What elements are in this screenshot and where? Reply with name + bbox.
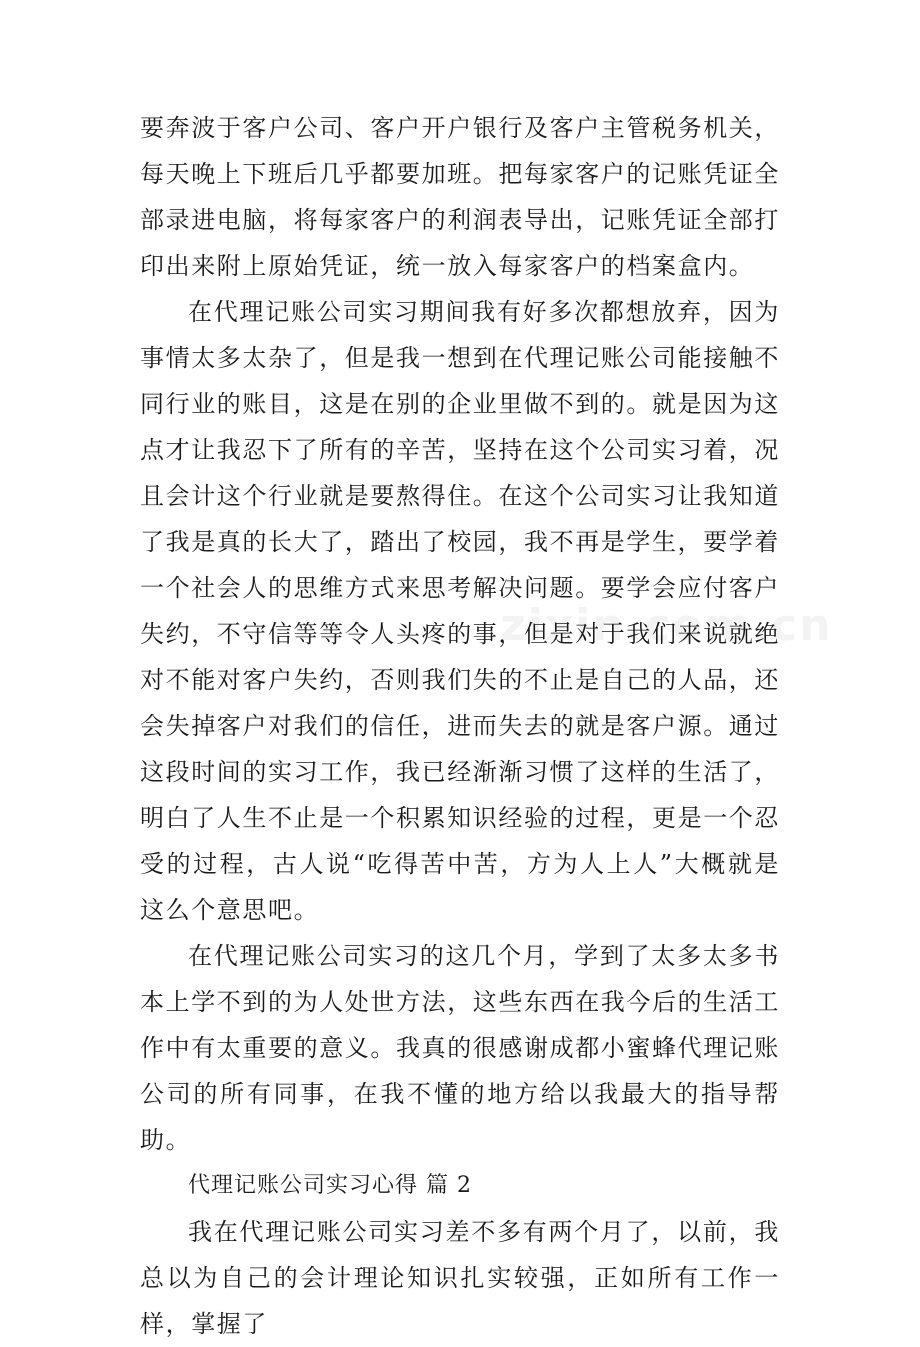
paragraph-gratitude: 在代理记账公司实习的这几个月，学到了太多太多书本上学不到的为人处世方法，这些东西在我今后的生活工作中有太重要的意义。我真的很感谢成都小蜜蜂代理记账公司的所有同事，在我不懂的地方给以我最大的指导帮助。 [140,942,780,1154]
paragraph-internship-reflection: 在代理记账公司实习期间我有好多次都想放弃，因为事情太多太杂了，但是我一想到在代理记账公司能接触不同行业的账目，这是在别的企业里做不到的。就是因为这点才让我忍下了所有的辛苦，坚持在这个公司实习着，况且会计这个行业就是要熬得住。在这个公司实习让我知道了我是真的长大了，踏出了校园，我不再是学生，要学着一个社会人的思维方式来思考解决问题。要学会应付客户失约，不守信等等令人头疼的事，但是对于我们来说就绝对不能对客户失约，否则我们失的不止是自己的人品，还会失掉客户对我们的信任，进而失去的就是客户源。通过这段时间的实习工作，我已经渐渐习惯了这样的生活了，明白了人生不止是一个积累知识经验的过程，更是一个忍受的过程，古人说“吃得苦中苦，方为人上人”大概就是这么个意思吧。 [140,298,780,924]
paragraph-continuation: 要奔波于客户公司、客户开户银行及客户主管税务机关，每天晚上下班后几乎都要加班。把每家客户的记账凭证全部录进电脑，将每家客户的利润表导出，记账凭证全部打印出来附上原始凭证，统一放入每家客户的档案盒内。 [140,114,780,280]
section-heading: 代理记账公司实习心得 篇 2 [188,1173,472,1198]
paragraph-part-2-start: 我在代理记账公司实习差不多有两个月了，以前，我总以为自己的会计理论知识扎实较强，正如所有工作一样，掌握了 [140,1218,780,1338]
document-page [140,105,780,1347]
